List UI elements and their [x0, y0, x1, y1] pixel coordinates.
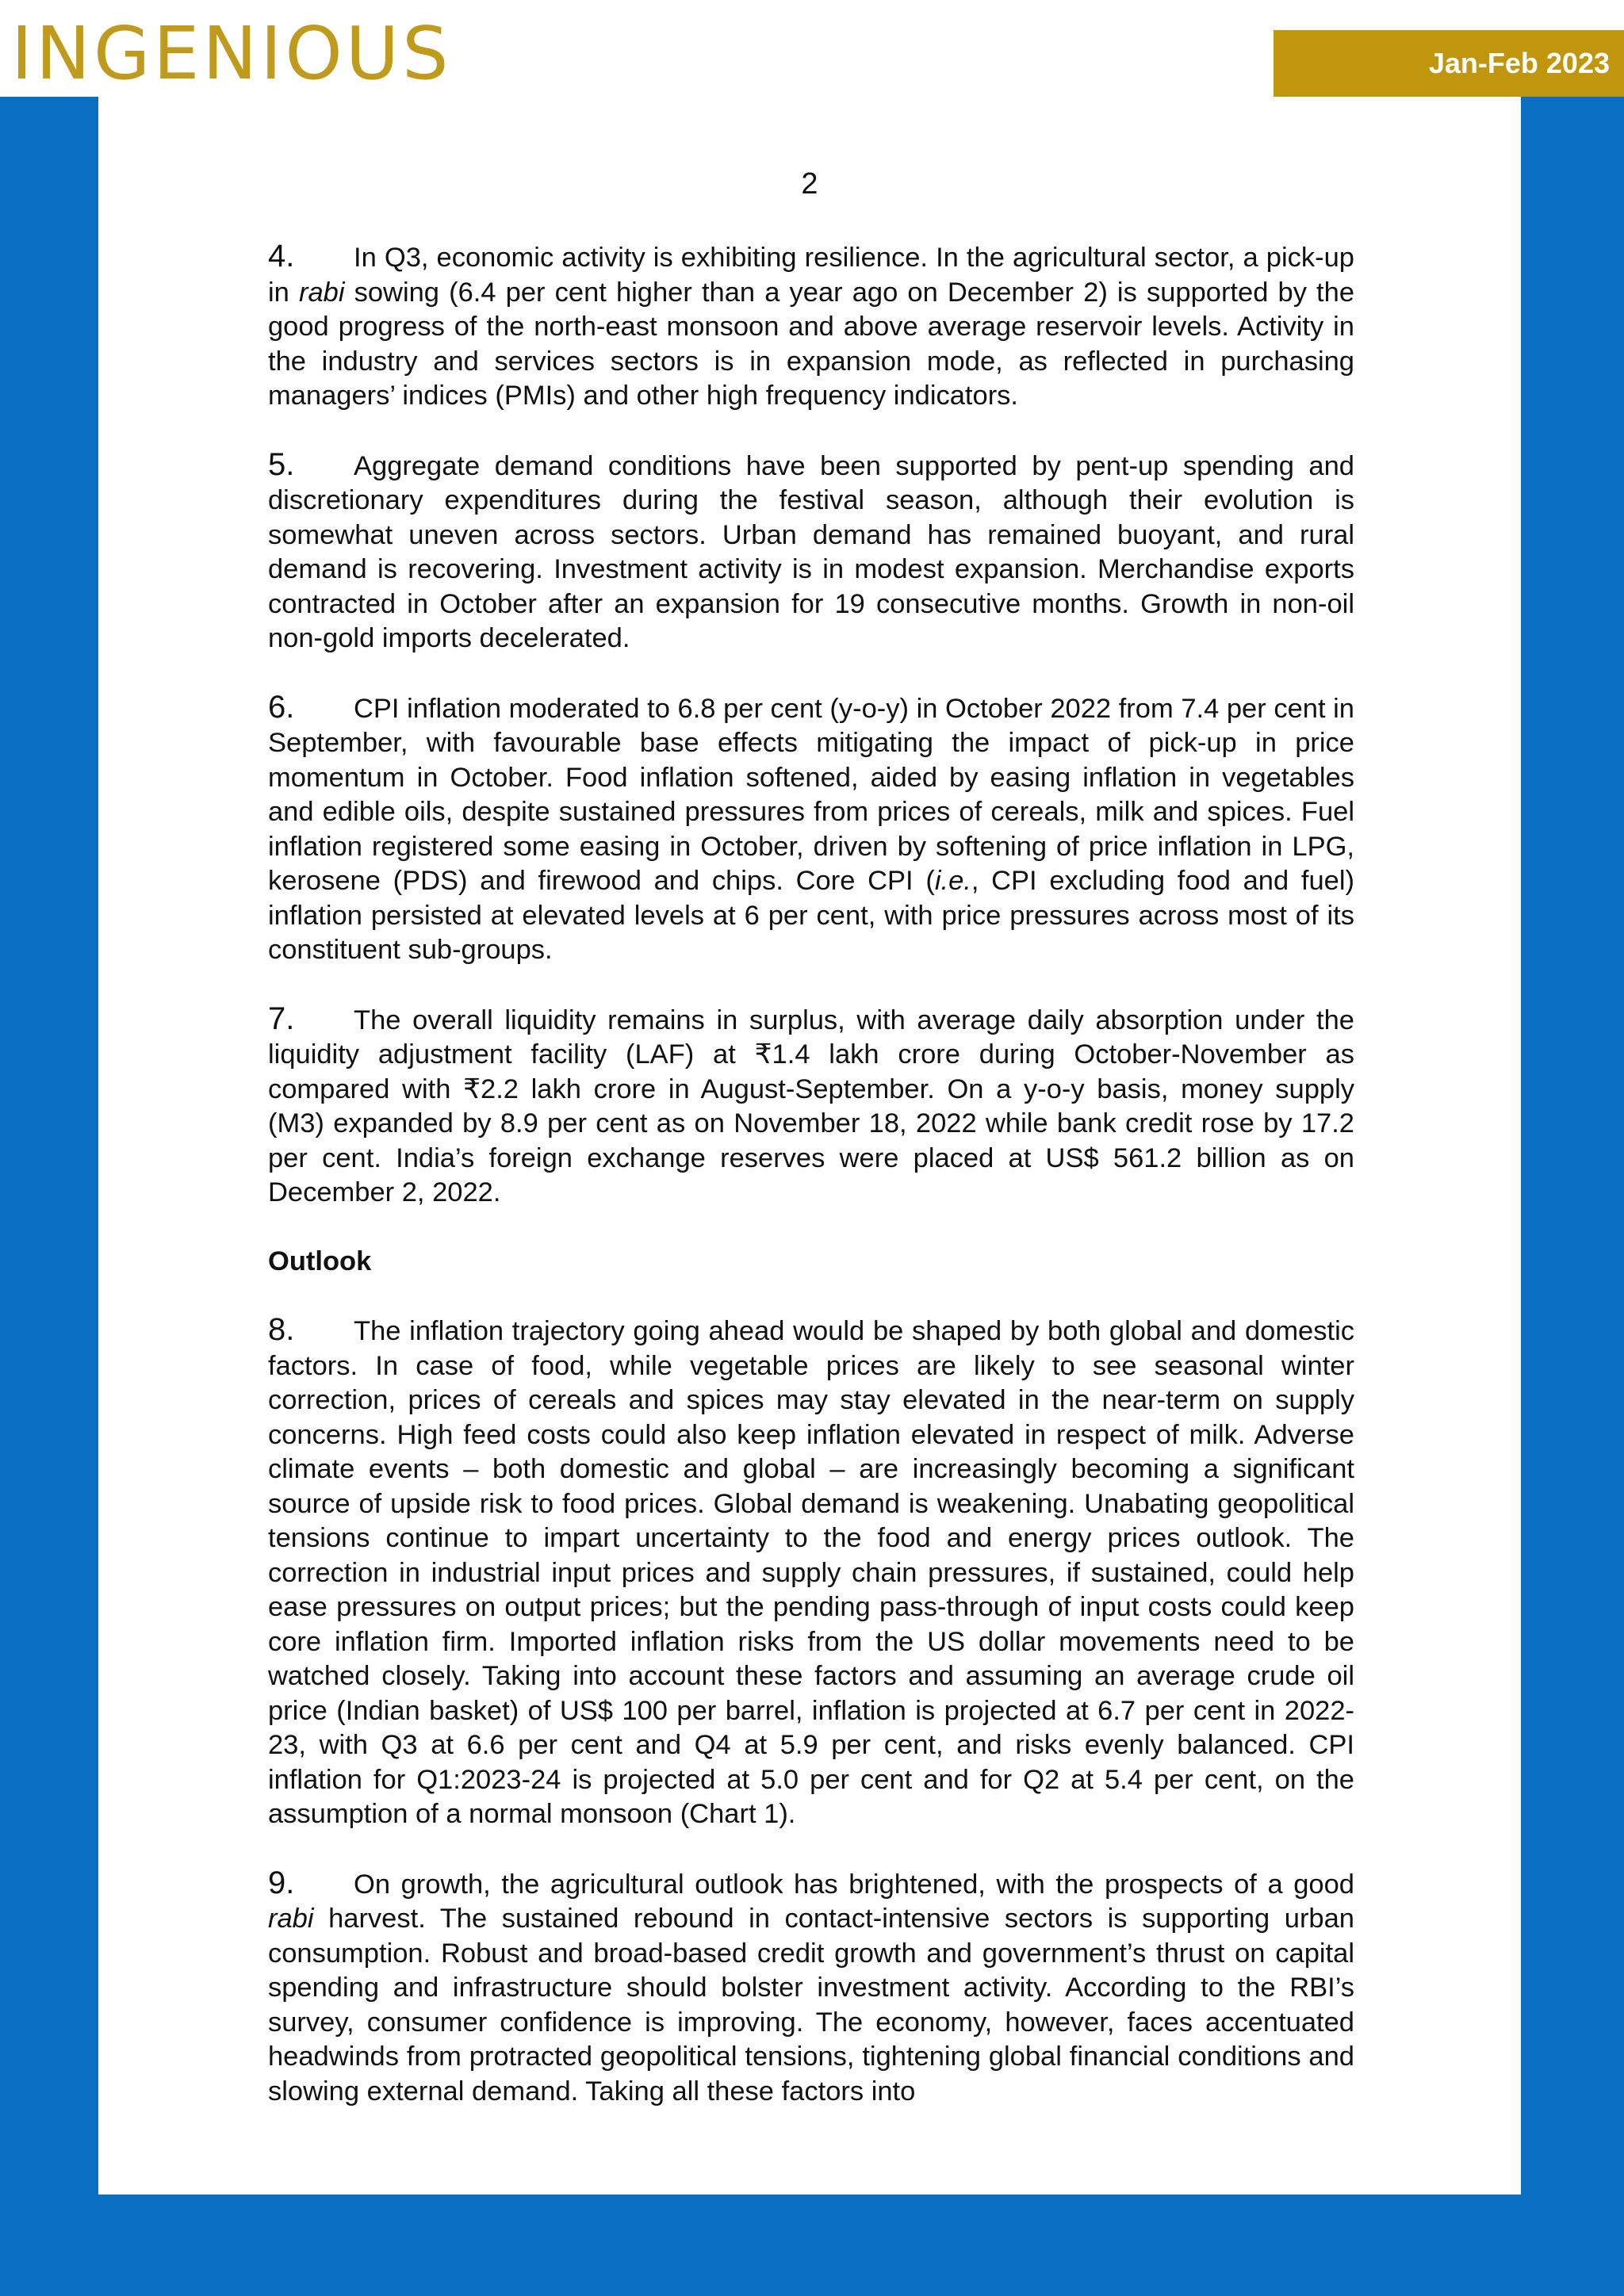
paragraph-6 — [268, 691, 1354, 968]
page-content — [268, 239, 1354, 2143]
paragraph-text: harvest. The sustained rebound in contact-intensive sectors is supporting urban consumption. Robust and broad-based credit growth and government’s thrust on capital spending and infrastructure should bolster investment activity. According to the RBI’s survey, consumer confidence is improving. The economy, however, faces accentuated headwinds from protracted geopolitical tensions, tightening global financial conditions and slowing external demand. Taking all these factors into — [268, 1904, 1354, 2107]
paragraph-text: CPI inflation moderated to 6.8 per cent (y-o-y) in October 2022 from 7.4 per cent in September, with favourable base effects mitigating the impact of pick-up in price momentum in October. Food inflation softened, aided by easing inflation in vegetables and edible oils, despite sustained pressures from prices of cereals, milk and spices. Fuel inflation registered some easing in October, driven by softening of price inflation in LPG, kerosene (PDS) and firewood and chips. Core CPI ( — [268, 693, 1354, 896]
issue-date: Jan-Feb 2023 — [1428, 47, 1610, 79]
paragraph-text: The overall liquidity remains in surplus, with average daily absorption under the liquidity adjustment facility (LAF) at ₹1.4 lakh crore during October-November as compared with ₹2.2 lakh crore in August-September. On a y-o-y basis, money supply (M3) expanded by 8.9 per cent as on November 18, 2022 while bank credit rose by 17.2 per cent. India’s foreign exchange reserves were placed at US$ 561.2 billion as on December 2, 2022. — [268, 1004, 1354, 1207]
document-page — [98, 97, 1521, 2195]
paragraph-text: Aggregate demand conditions have been supported by pent-up spending and discretionary expenditures during the festival season, although their evolution is somewhat uneven across sectors. Urban demand has remained buoyant, and rural demand is recovering. Investment activity is in modest expansion. Merchandise exports contracted in October after an expansion for 19 consecutive months. Growth in non-oil non-gold imports decelerated. — [268, 450, 1354, 653]
paragraph-text: The inflation trajectory going ahead would be shaped by both global and domestic factors. In case of food, while vegetable prices are likely to see seasonal winter correction, prices of cereals and spices may stay elevated in the near-term on supply concerns. High feed costs could also keep inflation elevated in respect of milk. Adverse climate events – both domestic and global – are increasingly becoming a significant source of upside risk to food prices. Global demand is weakening. Unabating geopolitical tensions continue to impart uncertainty to the food and energy prices outlook. The correction in industrial input prices and supply chain pressures, if sustained, could help ease pressures on output prices; but the pending pass-through of input costs could keep core inflation firm. Imported inflation risks from the US dollar movements need to be watched closely. Taking into account these factors and assuming an average crude oil price (Indian basket) of US$ 100 per barrel, inflation is projected at 6.7 per cent in 2022-23, with Q3 at 6.6 per cent and Q4 at 5.9 per cent, and risks evenly balanced. CPI inflation for Q1:2023-24 is projected at 5.0 per cent and for Q2 at 5.4 per cent, on the assumption of a normal monsoon (Chart 1). — [268, 1316, 1354, 1829]
paragraph-text: , CPI excluding food and fuel) inflation persisted at elevated levels at 6 per cent, with price pressures across most of its constituent sub-groups. — [268, 866, 1354, 965]
italic-term: rabi — [298, 277, 345, 308]
paragraph-number: 9. — [268, 1865, 295, 1900]
paragraph-5 — [268, 448, 1354, 656]
paragraph-8 — [268, 1313, 1354, 1832]
paragraph-text: On growth, the agricultural outlook has brightened, with the prospects of a good — [354, 1869, 1354, 1900]
paragraph-9 — [268, 1866, 1354, 2110]
paragraph-number: 7. — [268, 1001, 295, 1036]
brand-logo-text: INGENIOUS — [11, 11, 452, 96]
issue-badge — [1274, 30, 1624, 97]
paragraph-text: sowing (6.4 per cent higher than a year ago on December 2) is supported by the good progress of the north-east monsoon and above average reservoir levels. Activity in the industry and services sectors is in expansion mode, as reflected in purchasing managers’ indices (PMIs) and other high frequency indicators. — [268, 277, 1355, 411]
header-bar — [0, 0, 1624, 97]
section-heading-outlook: Outlook — [268, 1246, 372, 1276]
italic-term: rabi — [268, 1904, 314, 1934]
italic-term: i.e. — [934, 866, 971, 896]
paragraph-number: 6. — [268, 689, 295, 725]
paragraph-number: 5. — [268, 446, 295, 482]
page-number: 2 — [801, 167, 818, 201]
paragraph-number: 4. — [268, 239, 295, 274]
paragraph-4 — [268, 239, 1354, 414]
paragraph-7 — [268, 1002, 1354, 1211]
paragraph-number: 8. — [268, 1312, 295, 1347]
paragraph-text: In Q3, economic activity is exhibiting resilience. In the agricultural sector, a pick-up in — [268, 243, 1354, 308]
